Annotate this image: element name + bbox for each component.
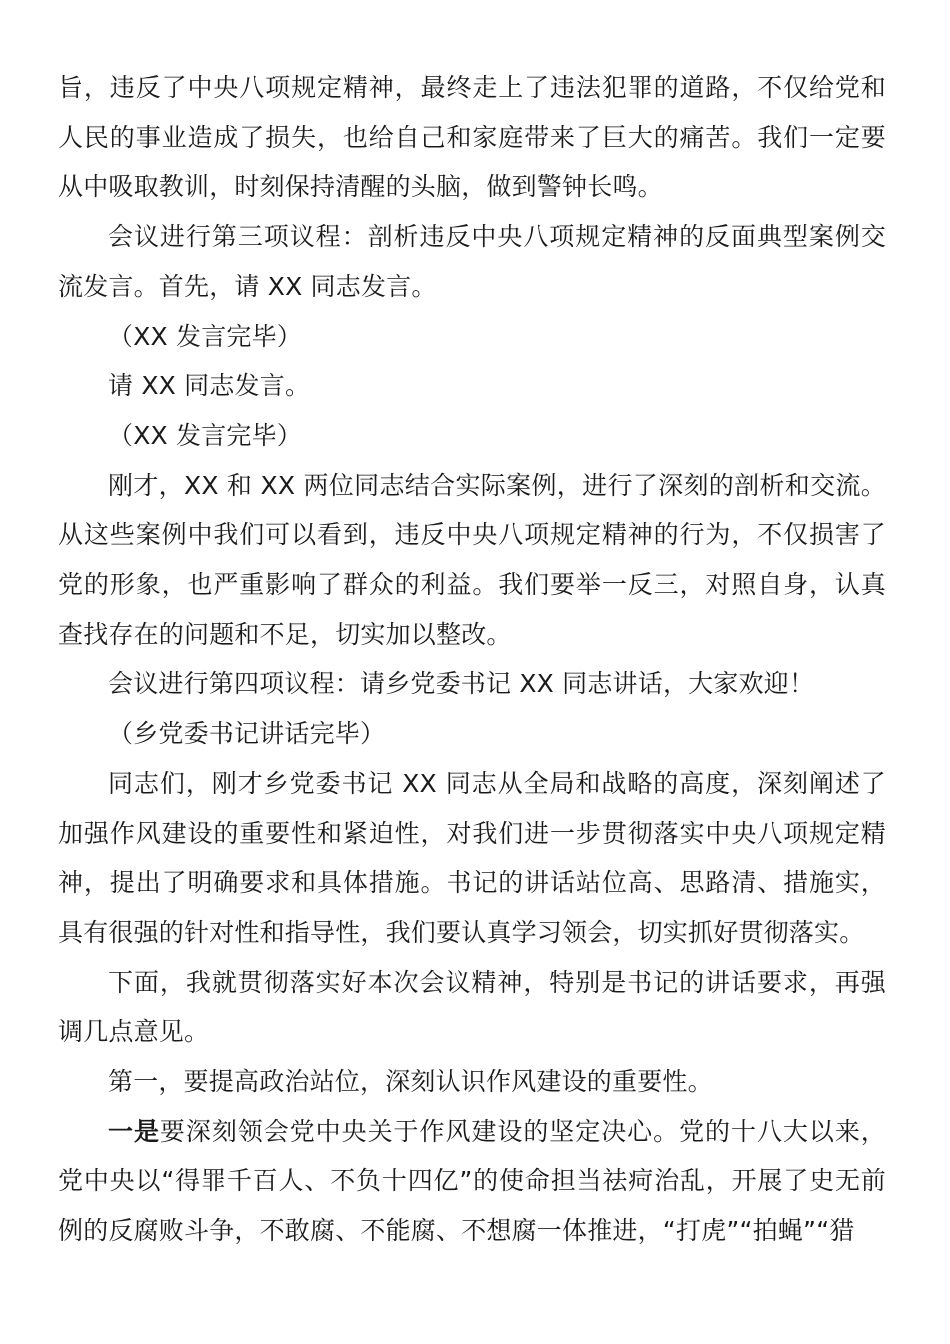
paragraph-secretary-finished: （乡党委书记讲话完毕） (108, 719, 386, 749)
paragraph-point-one-heading: 第一，要提高政治站位，深刻认识作风建设的重要性。 (108, 1067, 713, 1097)
paragraph-speech-finished-1: （XX 发言完毕） (108, 321, 303, 351)
document-body (58, 63, 886, 1256)
paragraph-agenda-item-4: 会议进行第四项议程：请乡党委书记 XX 同志讲话，大家欢迎！ (108, 669, 815, 699)
paragraph-lead-label: 一是 (108, 1116, 160, 1146)
paragraph-invite-speaker: 请 XX 同志发言。 (108, 371, 311, 401)
paragraph-emphasis-intro: 下面，我就贯彻落实好本次会议精神，特别是书记的讲话要求，再强调几点意见。 (58, 967, 886, 1047)
paragraph-secretary-summary: 同志们，刚才乡党委书记 XX 同志从全局和战略的高度，深刻阐述了加强作风建设的重要性和紧迫性，对我们进一步贯彻落实中央八项规定精神，提出了明确要求和具体措施。书记的讲话站位高、思路清、措施实，具有很强的针对性和指导性，我们要认真学习领会，切实抓好贯彻落实。 (58, 768, 886, 947)
paragraph-agenda-item-3: 会议进行第三项议程：剖析违反中央八项规定精神的反面典型案例交流发言。首先，请 XX 同志发言。 (58, 222, 886, 301)
paragraph-point-one-detail (58, 1107, 886, 1256)
paragraph-continuation: 旨，违反了中央八项规定精神，最终走上了违法犯罪的道路，不仅给党和人民的事业造成了损失，也给自己和家庭带来了巨大的痛苦。我们一定要从中吸取教训，时刻保持清醒的头脑，做到警钟长鸣。 (58, 73, 886, 202)
paragraph-case-summary: 刚才，XX 和 XX 两位同志结合实际案例，进行了深刻的剖析和交流。从这些案例中我们可以看到，违反中央八项规定精神的行为，不仅损害了党的形象，也严重影响了群众的利益。我们要举一反三，对照自身，认真查找存在的问题和不足，切实加以整改。 (58, 470, 886, 649)
paragraph-speech-finished-2: （XX 发言完毕） (108, 420, 303, 450)
paragraph-lead-text: 要深刻领会党中央关于作风建设的坚定决心。党的十八大以来，党中央以“得罪千百人、不负十四亿”的使命担当祛疴治乱，开展了史无前例的反腐败斗争，不敢腐、不能腐、不想腐一体推进，“打虎”“拍蝇”“猎 (58, 1116, 886, 1246)
